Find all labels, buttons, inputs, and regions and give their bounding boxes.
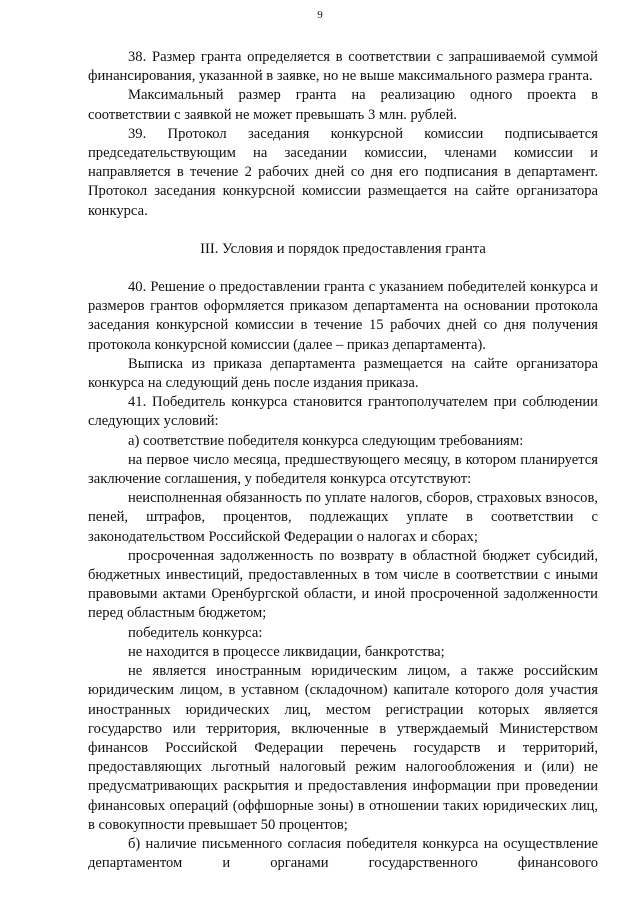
paragraph-max-grant: Максимальный размер гранта на реализацию одного проекта в соответствии с заявкой не может превышать 3 млн. рублей. <box>88 87 598 123</box>
paragraph-38: 38. Размер гранта определяется в соответствии с запрашиваемой суммой финансирования, указанной в заявке, но не выше максимального размера гранта. <box>88 49 598 85</box>
section-heading: III. Условия и порядок предоставления гранта <box>200 240 486 257</box>
paragraph-first-day: на первое число месяца, предшествующего месяцу, в котором планируется заключение соглашения, у победителя конкурса отсутствуют: <box>88 451 598 488</box>
paragraph-40: 40. Решение о предоставлении гранта с указанием победителей конкурса и размеров грантов оформляется приказом департамента на основании протокола заседания конкурсной комиссии в течение 15 рабочих дней со дня получения протокола конкурсной комиссии (далее – приказ департамента). <box>88 279 598 353</box>
paragraph-41: 41. Победитель конкурса становится грантополучателем при соблюдении следующих условий: <box>88 394 598 430</box>
paragraph-41-a: а) соответствие победителя конкурса следующим требованиям: <box>128 432 524 449</box>
paragraph-unpaid-taxes: неисполненная обязанность по уплате налогов, сборов, страховых взносов, пеней, штрафов, процентов, подлежащих уплате в соответствии с законодательством Российской Федерации о налогах и сборах; <box>88 490 598 545</box>
paragraph-winner: победитель конкурса: <box>128 624 263 641</box>
paragraph-extract: Выписка из приказа департамента размещается на сайте организатора конкурса на следующий день после издания приказа. <box>88 355 598 392</box>
paragraph-39: 39. Протокол заседания конкурсной комиссии подписывается председательствующим на заседании комиссии, членами комиссии и направляется в течение 2 рабочих дней со дня его подписания в департамент. Протокол заседания конкурсной комиссии размещается на сайте организатора конкурса. <box>88 125 598 219</box>
page-number: 9 <box>317 9 323 21</box>
paragraph-overdue-debt: просроченная задолженность по возврату в областной бюджет субсидий, бюджетных инвестиций, предоставленных в том числе в соответствии с иными правовыми актами Оренбургской области, и иной просроченной задолженности перед областным бюджетом; <box>88 547 598 622</box>
paragraph-not-foreign: не является иностранным юридическим лицом, а также российским юридическим лицом, в уставном (складочном) капитале которого доля участия иностранных юридических лиц, местом регистрации которых является государство или территория, включенные в утверждаемый Министерством финансов Российской Федерации перечень государств и территорий, предоставляющих льготный налоговый режим налогообложения и (или) не предусматривающих раскрытия и предоставления информации при проведении финансовых операций (оффшорные зоны) в отношении таких юридических лиц, в совокупности превышает 50 процентов; <box>88 663 598 833</box>
paragraph-no-liquidation: не находится в процессе ликвидации, банкротства; <box>128 643 445 660</box>
document-body <box>88 48 598 873</box>
paragraph-41-b: б) наличие письменного согласия победителя конкурса на осуществление департаментом и органами государственного финансового <box>88 835 598 872</box>
